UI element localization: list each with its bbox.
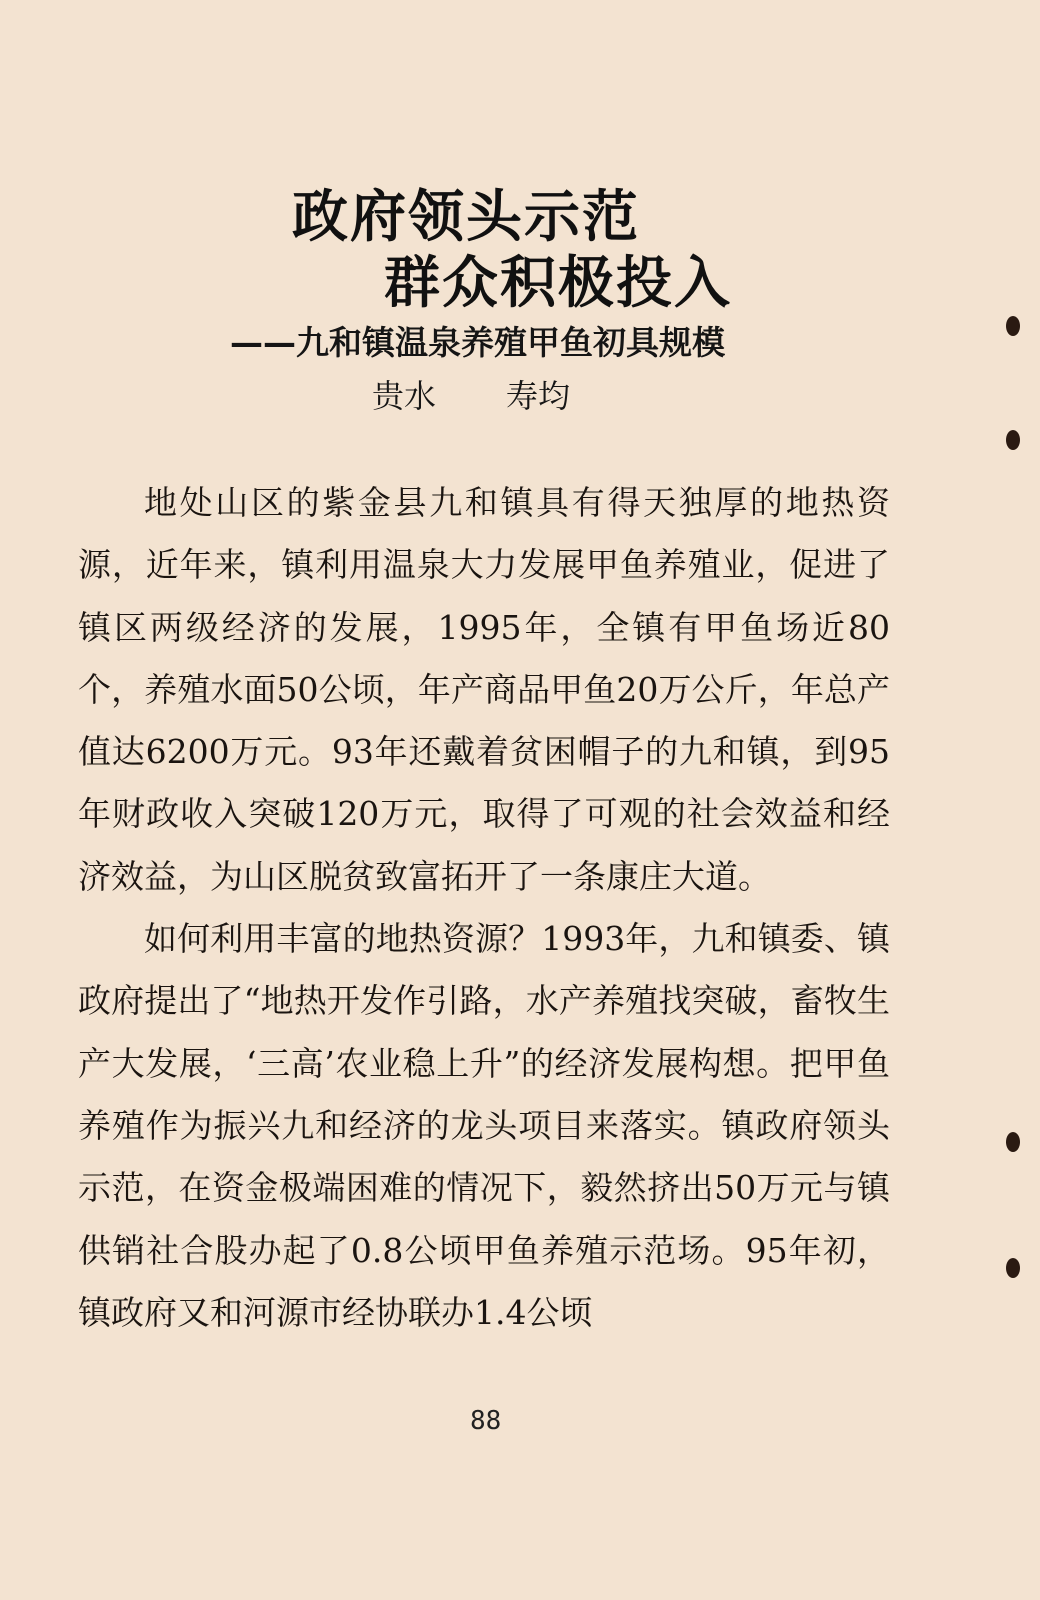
author-name: 寿均 — [506, 377, 571, 415]
article-authors — [372, 377, 571, 415]
binding-hole — [1006, 316, 1020, 336]
body-paragraph: 地处山区的紫金县九和镇具有得天独厚的地热资源，近年来，镇利用温泉大力发展甲鱼养殖业，促进了镇区两级经济的发展，1995年，全镇有甲鱼场近80个，养殖水面50公顷，年产商品甲鱼20万公斤，年总产值达6200万元。93年还戴着贫困帽子的九和镇，到95年财政收入突破120万元，取得了可观的社会效益和经济效益，为山区脱贫致富拓开了一条康庄大道。 — [78, 483, 890, 896]
article-body — [78, 472, 890, 1344]
author-name: 贵水 — [372, 377, 437, 415]
binding-hole — [1006, 430, 1020, 450]
binding-hole — [1006, 1132, 1020, 1152]
article-title-line-2: 群众积极投入 — [384, 251, 732, 316]
binding-hole — [1006, 1258, 1020, 1278]
body-paragraph: 如何利用丰富的地热资源？1993年，九和镇委、镇政府提出了“地热开发作引路，水产养殖找突破，畜牧生产大发展，‘三高’农业稳上升”的经济发展构想。把甲鱼养殖作为振兴九和经济的龙头项目来落实。镇政府领头示范，在资金极端困难的情况下，毅然挤出50万元与镇供销社合股办起了0.8公顷甲鱼养殖示范场。95年初，镇政府又和河源市经协联办1.4公顷 — [78, 919, 890, 1332]
article-subtitle: ——九和镇温泉养殖甲鱼初具规模 — [230, 323, 725, 362]
page-number: 88 — [470, 1406, 502, 1436]
article-title-line-1: 政府领头示范 — [292, 185, 640, 250]
